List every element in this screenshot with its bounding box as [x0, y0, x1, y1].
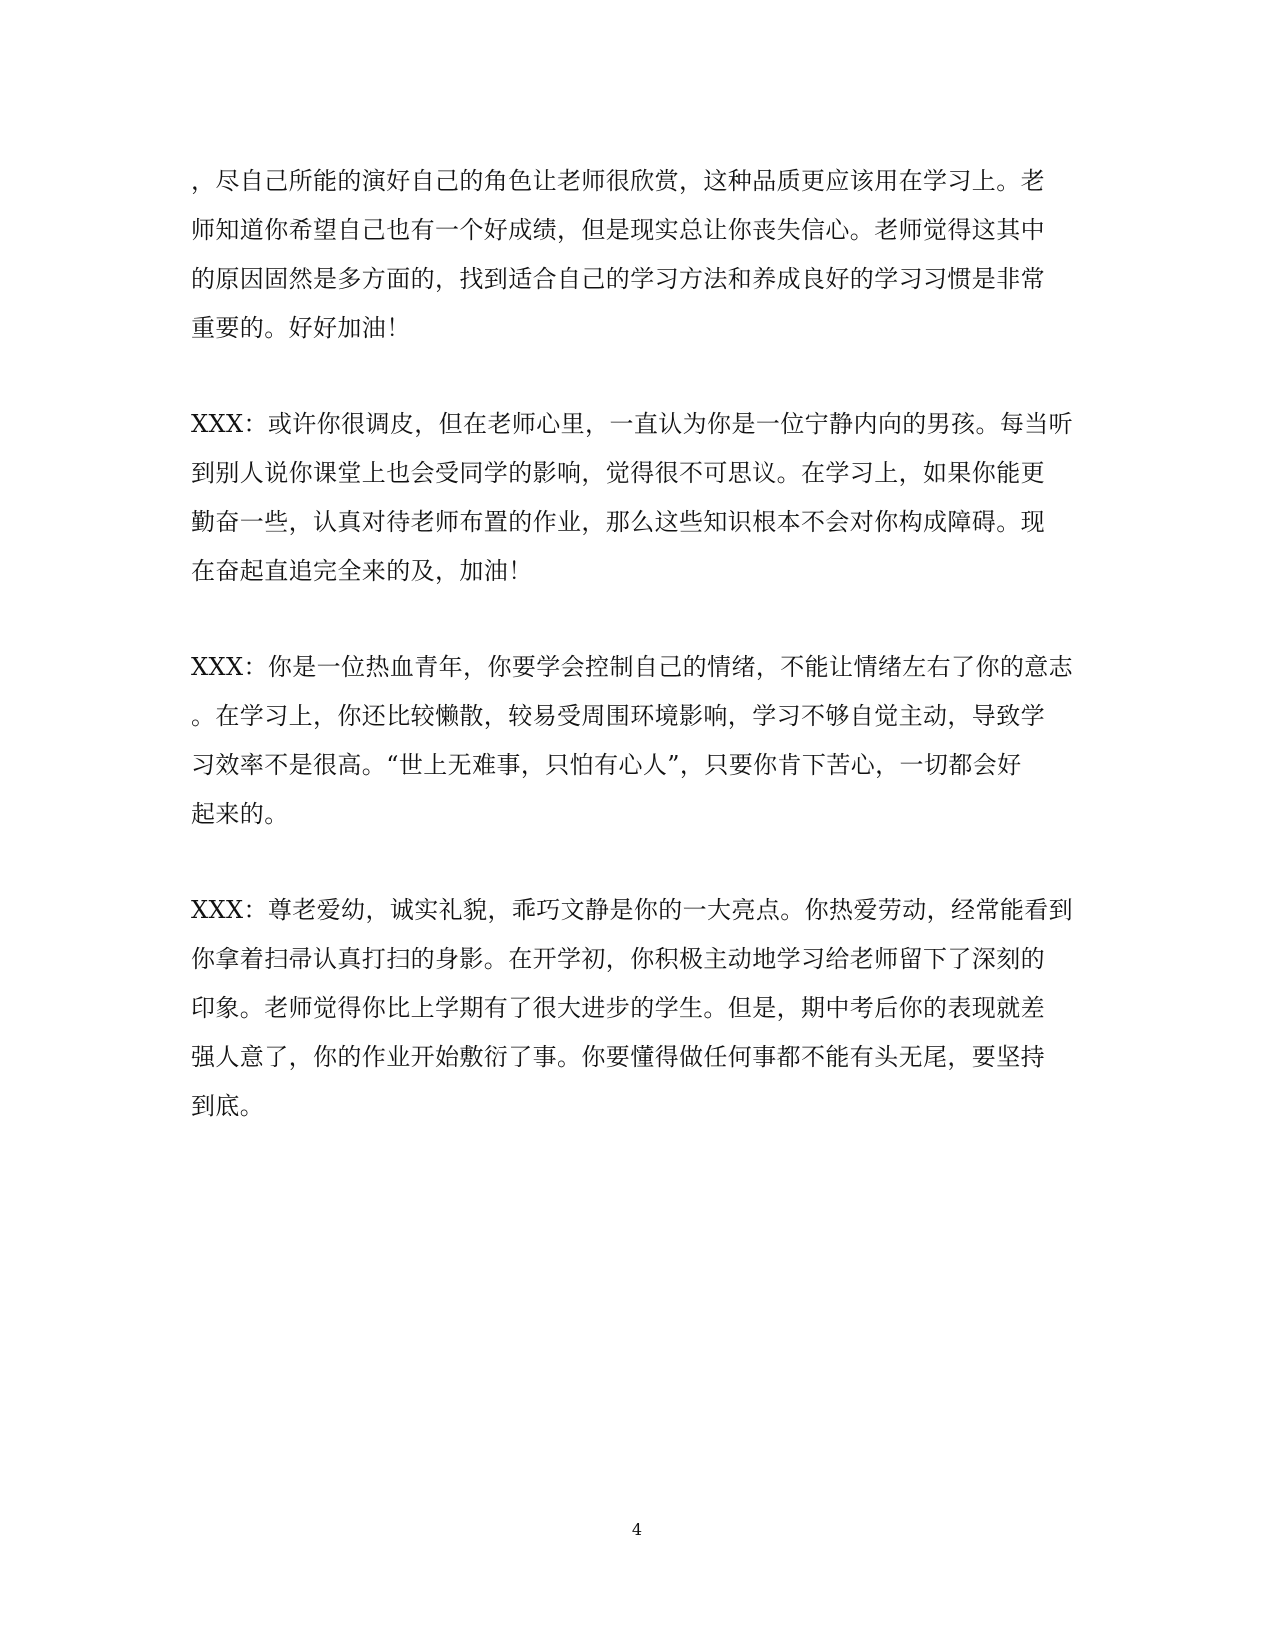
text-line: 你拿着扫帚认真打扫的身影。在开学初，你积极主动地学习给老师留下了深刻的	[191, 945, 1045, 973]
text-line: 勤奋一些，认真对待老师布置的作业，那么这些知识根本不会对你构成障碍。现	[191, 508, 1045, 536]
text-line: 重要的。好好加油！	[191, 314, 411, 342]
text-line: 到别人说你课堂上也会受同学的影响，觉得很不可思议。在学习上，如果你能更	[191, 459, 1045, 487]
text-line: ，尽自己所能的演好自己的角色让老师很欣赏，这种品质更应该用在学习上。老	[191, 167, 1045, 195]
text-line: XXX：或许你很调皮，但在老师心里，一直认为你是一位宁静内向的男孩。每当听	[191, 410, 1074, 438]
text-line: 到底。	[191, 1092, 265, 1120]
paragraph-4	[191, 886, 1091, 1131]
paragraph-1	[191, 157, 1091, 353]
text-line: 在奋起直追完全来的及，加油！	[191, 557, 533, 585]
text-line: XXX：尊老爱幼，诚实礼貌，乖巧文静是你的一大亮点。你热爱劳动，经常能看到	[191, 896, 1074, 924]
text-line: 。在学习上，你还比较懒散，较易受周围环境影响，学习不够自觉主动，导致学	[191, 702, 1045, 730]
paragraph-3	[191, 643, 1091, 839]
text-line: 起来的。	[191, 800, 289, 828]
text-line: 强人意了，你的作业开始敷衍了事。你要懂得做任何事都不能有头无尾，要坚持	[191, 1043, 1045, 1071]
text-line: XXX：你是一位热血青年，你要学会控制自己的情绪，不能让情绪左右了你的意志	[191, 653, 1074, 681]
paragraph-2	[191, 400, 1091, 596]
document-body	[191, 157, 1091, 1178]
page-number: 4	[631, 1520, 643, 1539]
text-line: 印象。老师觉得你比上学期有了很大进步的学生。但是，期中考后你的表现就差	[191, 994, 1045, 1022]
text-line: 的原因固然是多方面的，找到适合自己的学习方法和养成良好的学习习惯是非常	[191, 265, 1045, 293]
text-line: 师知道你希望自己也有一个好成绩，但是现实总让你丧失信心。老师觉得这其中	[191, 216, 1045, 244]
text-line: 习效率不是很高。“世上无难事，只怕有心人”，只要你肯下苦心，一切都会好	[191, 751, 1022, 779]
